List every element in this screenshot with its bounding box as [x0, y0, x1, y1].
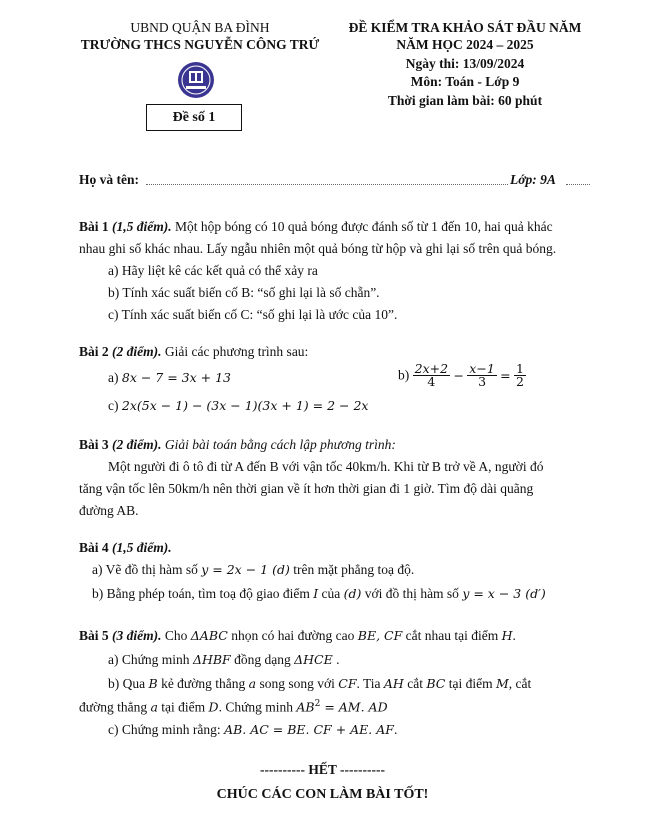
bai1-points: (1,5 điểm). — [112, 219, 172, 234]
frac-3: $\frac{1}{2}$ — [516, 361, 524, 389]
bai5-b-line1: b) Qua B kẻ đường thẳng a song song với CF. Tia AH cắt BC tại điểm M, cắt — [108, 676, 532, 691]
frac-1: $\frac{2x+2}{4}$ — [414, 361, 449, 389]
bai5-header: Bài 5 (3 điểm). Cho ΔABC nhọn có hai đường cao BE, CF cắt nhau tại điểm H. — [79, 628, 516, 643]
bai4-a: a) Vẽ đồ thị hàm số y = 2x − 1 (d) trên mặt phẳng toạ độ. — [92, 562, 415, 577]
end-marker: ---------- HẾT ---------- — [260, 762, 385, 777]
exam-title: ĐỀ KIỂM TRA KHẢO SÁT ĐẦU NĂM — [348, 20, 582, 35]
bai3-l2: tăng vận tốc lên 50km/h nên thời gian về ít hơn thời gian đi 1 giờ. Tìm độ dài quãng — [79, 481, 534, 496]
school-logo — [176, 60, 216, 100]
bai5-a: a) Chứng minh ΔHBF đồng dạng ΔHCE . — [108, 652, 340, 667]
bai4-header — [79, 540, 172, 556]
bai5-title: Bài 5 — [79, 628, 109, 643]
bai1-b: b) Tính xác suất biến cố B: “số ghi lại là số chẵn”. — [108, 285, 380, 300]
bai2-b: b) $\frac{2x+2}{4}$ − $\frac{x-1}{3}$ = $\frac{1}{2}$ — [398, 361, 524, 389]
bai1-a: a) Hãy liệt kê các kết quả có thể xảy ra — [108, 263, 318, 278]
exam-date: Ngày thi: 13/09/2024 — [405, 56, 525, 71]
name-label: Họ và tên: — [79, 172, 139, 187]
bai5-c: c) Chứng minh rằng: AB. AC = BE. CF + AE. AF. — [108, 722, 398, 737]
school-year: NĂM HỌC 2024 – 2025 — [396, 37, 534, 52]
frac-2: $\frac{x-1}{3}$ — [469, 361, 495, 389]
name-field[interactable] — [146, 184, 508, 185]
department-name: UBND QUẬN BA ĐÌNH — [130, 20, 270, 35]
closing-wish: CHÚC CÁC CON LÀM BÀI TỐT! — [216, 787, 429, 802]
bai1-title: Bài 1 — [79, 219, 109, 234]
bai2-title: Bài 2 — [79, 344, 109, 359]
bai3-l1: Một người đi ô tô đi từ A đến B với vận tốc 40km/h. Khi từ B trở về A, người đó — [108, 459, 544, 474]
bai1-c: c) Tính xác suất biến cố C: “số ghi lại là ước của 10”. — [108, 307, 398, 322]
bai3-points: (2 điểm). — [112, 437, 162, 452]
bai5-b-line2: đường thẳng a tại điểm D. Chứng minh $AB^2$ = AM. AD — [79, 699, 388, 715]
bai5-points: (3 điểm). — [112, 628, 162, 643]
bai3-title: Bài 3 — [79, 437, 109, 452]
bai3-l3: đường AB. — [79, 503, 139, 518]
school-name: TRƯỜNG THCS NGUYỄN CÔNG TRỨ — [80, 37, 320, 52]
class-label: Lớp: 9A — [510, 172, 556, 187]
duration: Thời gian làm bài: 60 phút — [387, 93, 543, 108]
bai1-line2: nhau ghi số khác nhau. Lấy ngẫu nhiên một quả bóng từ hộp và ghi lại số trên quả bóng. — [79, 241, 557, 256]
bai3-header: Bài 3 (2 điểm). Giải bài toán bằng cách lập phương trình: — [79, 437, 396, 452]
bai2-c: c) 2x(5x − 1) − (3x − 1)(3x + 1) = 2 − 2x — [108, 398, 369, 413]
bai2-header: Bài 2 (2 điểm). Giải các phương trình sau: — [79, 344, 309, 359]
class-field-dots — [566, 184, 590, 185]
exam-code-box: Đề số 1 — [146, 104, 242, 131]
bai2-points: (2 điểm). — [112, 344, 162, 359]
bai4-points: (1,5 điểm). — [112, 540, 172, 555]
bai4-b: b) Bằng phép toán, tìm toạ độ giao điểm I của (d) với đồ thị hàm số y = x − 3 (d′) — [92, 586, 546, 601]
bai1-line1: Bài 1 (1,5 điểm). Một hộp bóng có 10 quả bóng được đánh số từ 1 đến 10, hai quả khác — [79, 219, 553, 234]
bai2-a: a) 8x − 7 = 3x + 13 — [108, 370, 231, 385]
bai4-title: Bài 4 — [79, 540, 109, 555]
subject: Môn: Toán - Lớp 9 — [410, 74, 520, 89]
